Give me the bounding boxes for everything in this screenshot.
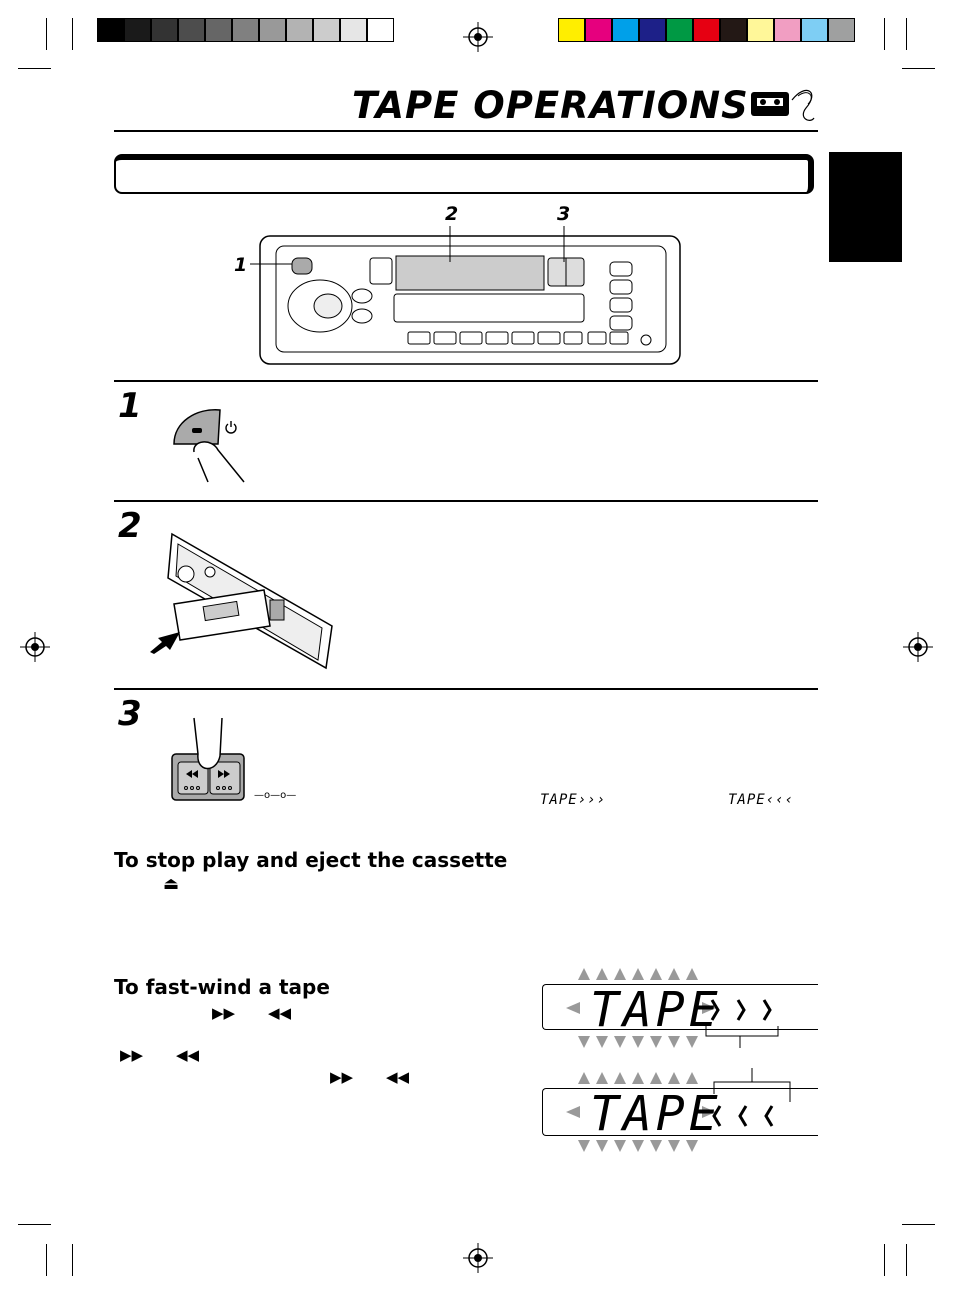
calibration-swatch [313,18,340,42]
power-icon [224,420,238,434]
blink-mark [632,968,644,980]
calibration-swatch [720,18,747,42]
blink-mark [650,968,662,980]
calibration-swatch [639,18,666,42]
section-header-box [114,154,814,194]
registration-mark-icon [463,22,493,52]
crop-mark [18,68,51,69]
blink-mark [668,1072,680,1084]
blink-mark [596,968,608,980]
tape-forward-indicator: TAPE››› [540,792,607,808]
blink-mark [578,1036,590,1048]
callout-3: 3 [557,203,571,225]
callout-1: 1 [234,254,248,276]
lcd-direction-arrows [704,1066,796,1136]
tape-reverse-indicator: TAPE‹‹‹ [728,792,795,808]
callout-2: 2 [445,203,459,225]
calibration-swatch [151,18,178,42]
calibration-swatch [801,18,828,42]
step-2-number: 2 [118,506,142,546]
language-tab [829,152,902,262]
step-divider [114,380,818,382]
registration-mark-icon [20,632,50,662]
arrow-icon [148,630,182,654]
blink-mark [668,968,680,980]
calibration-swatch [124,18,151,42]
lcd-tape-label: TAPE [590,982,722,1038]
calibration-swatch [97,18,124,42]
blink-mark [596,1072,608,1084]
fast-forward-icon: ▶▶ [330,1068,354,1086]
blink-mark [614,1072,626,1084]
crop-mark [902,1224,935,1225]
calibration-swatch [585,18,612,42]
blink-mark [566,1002,580,1014]
registration-mark-icon [903,632,933,662]
fast-forward-icon: ▶▶ [120,1046,144,1064]
calibration-swatch [340,18,367,42]
step-divider [114,688,818,690]
blink-mark [578,968,590,980]
crop-mark [906,1244,907,1276]
title-rule [114,130,818,132]
crop-mark [46,1244,47,1276]
eject-icon: ⏏ [163,874,180,894]
blink-mark [632,1072,644,1084]
blink-mark [650,1072,662,1084]
callout-leader-lines [246,222,576,272]
calibration-swatch [259,18,286,42]
calibration-swatch [286,18,313,42]
crop-mark [884,1244,885,1276]
calibration-swatch [205,18,232,42]
calibration-swatch [774,18,801,42]
calibration-swatch [828,18,855,42]
finger-icon [168,404,252,486]
calibration-swatch [558,18,585,42]
ff-rew-button-diagram [168,714,250,802]
crop-mark [72,1244,73,1276]
calibration-swatch [367,18,394,42]
rewind-icon: ◀◀ [268,1004,292,1022]
lcd-direction-arrows [704,994,788,1050]
crop-mark [18,1224,51,1225]
step-1-number: 1 [118,386,142,426]
crop-mark [46,18,47,50]
blink-mark [578,1140,590,1152]
calibration-swatch [612,18,639,42]
step-3-number: 3 [118,694,142,734]
blink-mark [566,1106,580,1118]
registration-mark-icon [463,1243,493,1273]
fast-wind-heading: To fast-wind a tape [114,975,330,999]
fast-forward-icon: ▶▶ [212,1004,236,1022]
calibration-swatch [178,18,205,42]
blink-mark [578,1072,590,1084]
page-title: TAPE OPERATIONS [352,84,749,127]
step-divider [114,500,818,502]
crop-mark [72,18,73,50]
blink-mark [614,968,626,980]
blink-mark [686,968,698,980]
stop-eject-heading: To stop play and eject the cassette [114,848,508,872]
calibration-swatch [232,18,259,42]
rewind-icon: ◀◀ [176,1046,200,1064]
crop-mark [902,68,935,69]
rewind-icon: ◀◀ [386,1068,410,1086]
crop-mark [884,18,885,50]
calibration-swatch [666,18,693,42]
switch-label: —o—o— [254,790,297,801]
crop-mark [906,18,907,50]
calibration-swatch [693,18,720,42]
cassette-icon [748,78,820,130]
lcd-tape-label: TAPE [590,1086,722,1142]
blink-mark [686,1072,698,1084]
calibration-swatch [747,18,774,42]
